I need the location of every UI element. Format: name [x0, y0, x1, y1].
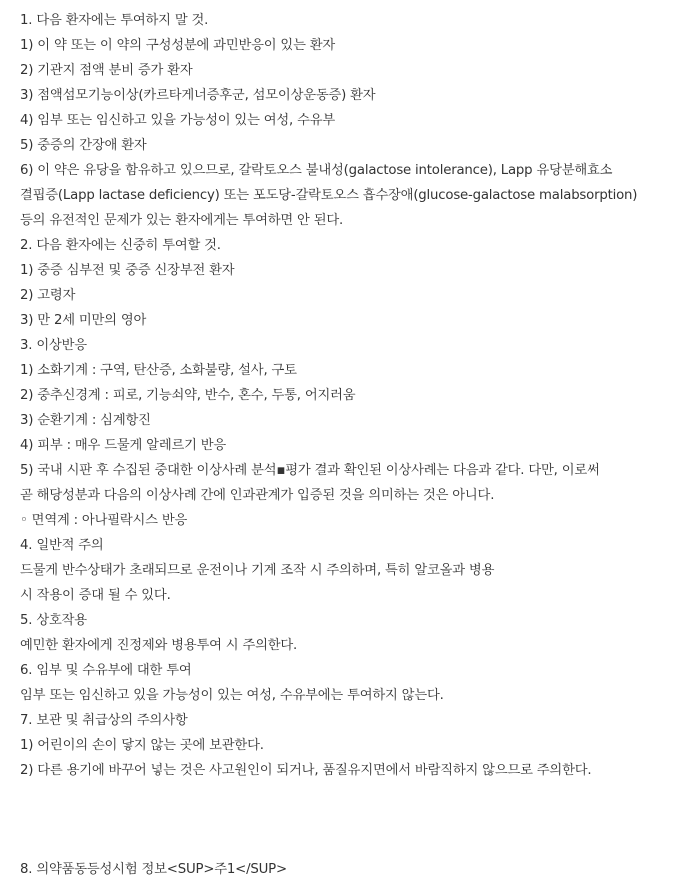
text-line: 3) 점액섬모기능이상(카르타게너증후군, 섬모이상운동증) 환자 — [20, 88, 376, 103]
text-line: 곧 해당성분과 다음의 이상사례 간에 인과관계가 입증된 것을 의미하는 것은 아니다. — [20, 488, 495, 503]
section-heading-contraindications: 1. 다음 환자에는 투여하지 말 것. — [20, 13, 209, 28]
text-line: 등의 유전적인 문제가 있는 환자에게는 투여하면 안 된다. — [20, 213, 344, 228]
text-line: 5) 중증의 간장애 환자 — [20, 138, 147, 153]
text-line: 결핍증(Lapp lactase deficiency) 또는 포도당-갈락토오스 흡수장애(glucose-galactose malabsorption) — [20, 188, 638, 203]
section-heading-careful-use: 2. 다음 환자에는 신중히 투여할 것. — [20, 238, 221, 253]
text-line: 예민한 환자에게 진정제와 병용투여 시 주의한다. — [20, 638, 298, 653]
text-line: 1) 어린이의 손이 닿지 않는 곳에 보관한다. — [20, 738, 264, 753]
text-line: 3) 만 2세 미만의 영아 — [20, 313, 147, 328]
section-heading-interactions: 5. 상호작용 — [20, 613, 87, 628]
text-line: 4) 피부 : 매우 드물게 알레르기 반응 — [20, 438, 227, 453]
section-heading-general-precautions: 4. 일반적 주의 — [20, 538, 104, 553]
text-line: 2) 중추신경계 : 피로, 기능쇠약, 반수, 혼수, 두통, 어지러움 — [20, 388, 356, 403]
text-line: 4) 임부 또는 임신하고 있을 가능성이 있는 여성, 수유부 — [20, 113, 336, 128]
text-line: 2) 고령자 — [20, 288, 76, 303]
text-line: 임부 또는 임신하고 있을 가능성이 있는 여성, 수유부에는 투여하지 않는다. — [20, 688, 444, 703]
text-line: 1) 소화기계 : 구역, 탄산증, 소화불량, 설사, 구토 — [20, 363, 297, 378]
section-heading-adverse-reactions: 3. 이상반응 — [20, 338, 87, 353]
section-heading-equivalence-test: 8. 의약품동등성시험 정보<SUP>주1</SUP> — [20, 862, 287, 877]
text-line: 6) 이 약은 유당을 함유하고 있으므로, 갈락토오스 불내성(galactose intolerance), Lapp 유당분해효소 — [20, 163, 613, 178]
section-heading-pregnancy: 6. 임부 및 수유부에 대한 투여 — [20, 663, 192, 678]
text-line: 1) 중증 심부전 및 중증 신장부전 환자 — [20, 263, 235, 278]
section-heading-storage: 7. 보관 및 취급상의 주의사항 — [20, 713, 188, 728]
text-line: 시 작용이 증대 될 수 있다. — [20, 588, 171, 603]
text-line: 2) 기관지 점액 분비 증가 환자 — [20, 63, 193, 78]
text-line: 1) 이 약 또는 이 약의 구성성분에 과민반응이 있는 환자 — [20, 38, 336, 53]
text-line: 드물게 반수상태가 초래되므로 운전이나 기계 조작 시 주의하며, 특히 알코올과 병용 — [20, 563, 495, 578]
text-line: 5) 국내 시판 후 수집된 중대한 이상사례 분석▪평가 결과 확인된 이상사례는 다음과 같다. 다만, 이로써 — [20, 463, 600, 478]
text-line: 3) 순환기계 : 심계항진 — [20, 413, 151, 428]
text-line: 2) 다른 용기에 바꾸어 넣는 것은 사고원인이 되거나, 품질유지면에서 바람직하지 않으므로 주의한다. — [20, 763, 592, 778]
text-line: ◦ 면역계 : 아나필락시스 반응 — [20, 513, 188, 528]
